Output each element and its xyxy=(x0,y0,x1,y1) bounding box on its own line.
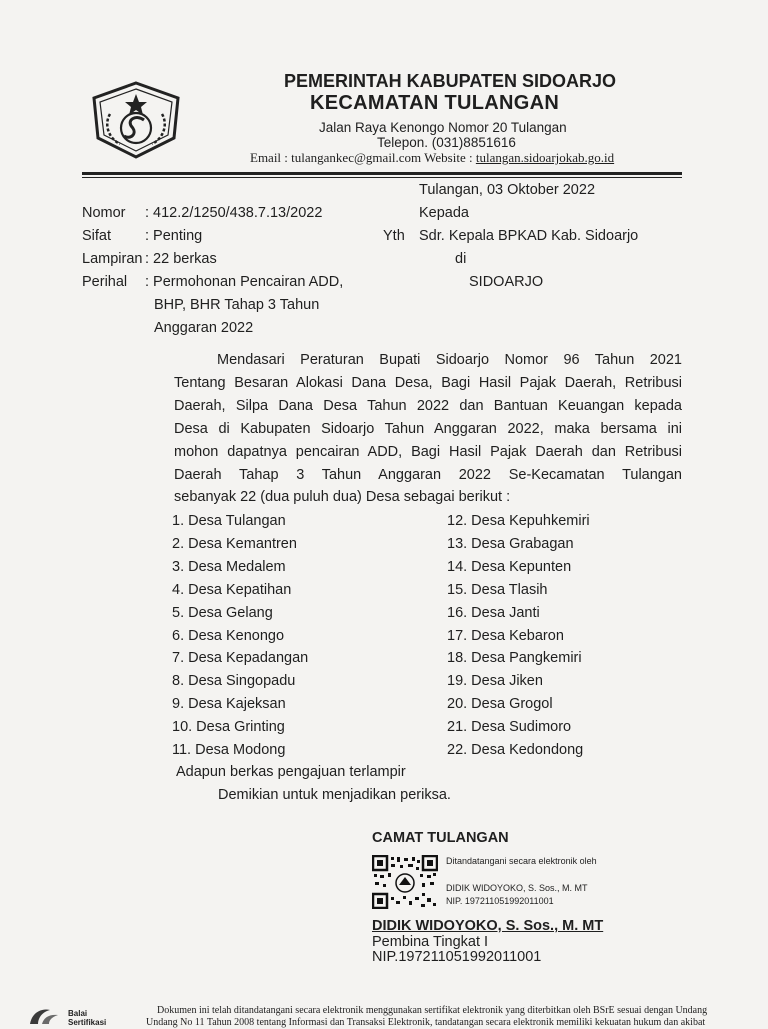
paragraph-line-3: Daerah, Silpa Dana Desa Tahun 2022 dan Bantuan Keuangan kepada xyxy=(174,397,682,414)
kop-line-1: PEMERINTAH KABUPATEN SIDOARJO xyxy=(284,71,617,91)
list-item: 15. Desa Tlasih xyxy=(447,581,548,598)
list-item: 16. Desa Janti xyxy=(447,604,540,621)
footer-line-1: Dokumen ini telah ditandatangani secara elektronik menggunakan sertifikat elektronik yang diterbitkan oleh BSrE sesuai dengan Undang xyxy=(157,1005,708,1016)
paragraph-line-6: Daerah Tahap 3 Tahun Anggaran 2022 Se-Kecamatan Tulangan xyxy=(174,466,682,483)
list-item: 18. Desa Pangkemiri xyxy=(447,650,582,667)
kop-address: Jalan Raya Kenongo Nomor 20 Tulangan xyxy=(319,120,567,135)
list-item: 13. Desa Grabagan xyxy=(447,535,574,552)
list-item: 21. Desa Sudimoro xyxy=(447,719,572,736)
footer-line-2: Undang No 11 Tahun 2008 tentang Informasi dan Transaksi Elektronik, tandatangan secara elektronik memiliki kekuatan hukum dan akibat xyxy=(146,1017,706,1028)
kop-contact xyxy=(250,150,614,166)
qr-code xyxy=(372,855,438,909)
signature-title: CAMAT TULANGAN xyxy=(372,830,509,846)
paragraph-line-7: sebanyak 22 (dua puluh dua) Desa sebagai berikut : xyxy=(174,489,511,506)
esign-nip: NIP. 197211051992011001 xyxy=(446,896,554,906)
field-value-perihal: : Permohonan Pencairan ADD, xyxy=(145,274,344,290)
field-value-nomor: : 412.2/1250/438.7.13/2022 xyxy=(145,205,323,221)
list-item: 2. Desa Kemantren xyxy=(172,535,297,552)
perihal-continuation-2: Anggaran 2022 xyxy=(154,320,254,336)
bsre-logo-icon xyxy=(28,1006,62,1024)
field-value-lampiran: : 22 berkas xyxy=(145,251,217,267)
field-label-nomor: Nomor xyxy=(82,205,126,221)
qr-code-icon xyxy=(372,855,438,909)
field-label-perihal: Perihal xyxy=(82,274,128,290)
letter-date: Tulangan, 03 Oktober 2022 xyxy=(419,182,596,198)
paragraph-line-5: mohon dapatnya pencairan ADD, Bagi Hasil Pajak Daerah dan Retribusi xyxy=(174,443,682,460)
kop-phone: Telepon. (031)8851616 xyxy=(377,135,516,150)
list-item: 12. Desa Kepuhkemiri xyxy=(447,513,590,529)
di-label: di xyxy=(455,251,467,267)
list-item: 3. Desa Medalem xyxy=(172,558,286,575)
list-item: 17. Desa Kebaron xyxy=(447,627,564,644)
list-item: 8. Desa Singopadu xyxy=(172,673,296,690)
field-label-lampiran: Lampiran xyxy=(82,251,143,267)
desa-list-left xyxy=(172,510,308,762)
list-item: 5. Desa Gelang xyxy=(172,604,273,621)
kop-website-link[interactable]: tulangan.sidoarjokab.go.id xyxy=(475,150,615,165)
kop-divider-thin xyxy=(82,177,682,178)
list-item: 11. Desa Modong xyxy=(172,742,286,759)
bsre-logo-text: Balai Sertifikasi xyxy=(68,1009,107,1027)
recipient-city: SIDOARJO xyxy=(469,274,544,290)
paragraph-line-4: Desa di Kabupaten Sidoarjo Tahun Anggaran 2022, maka bersama ini xyxy=(174,420,682,437)
esign-name: DIDIK WIDOYOKO, S. Sos., M. MT xyxy=(446,883,588,893)
closing-remark: Demikian untuk menjadikan periksa. xyxy=(218,787,451,803)
yth-label: Yth xyxy=(383,228,405,244)
list-item: 9. Desa Kajeksan xyxy=(172,696,286,713)
list-item: 6. Desa Kenongo xyxy=(172,627,285,644)
body-paragraph xyxy=(174,349,682,509)
kop-line-2: KECAMATAN TULANGAN xyxy=(310,92,560,114)
regency-emblem xyxy=(86,80,186,160)
perihal-continuation-1: BHP, BHR Tahap 3 Tahun xyxy=(154,297,320,313)
field-label-sifat: Sifat xyxy=(82,228,112,244)
signatory-name: DIDIK WIDOYOKO, S. Sos., M. MT xyxy=(372,918,604,934)
list-item: 14. Desa Kepunten xyxy=(447,558,572,575)
emblem-icon xyxy=(86,80,186,160)
list-item: 19. Desa Jiken xyxy=(447,673,543,690)
paragraph-line-2: Tentang Besaran Alokasi Dana Desa, Bagi Hasil Pajak Daerah, Retribusi xyxy=(174,374,682,391)
paragraph-line-1: Mendasari Peraturan Bupati Sidoarjo Nomor 96 Tahun 2021 xyxy=(217,352,682,368)
list-item: 7. Desa Kepadangan xyxy=(172,650,309,667)
bsre-logo xyxy=(28,1006,62,1024)
list-item: 22. Desa Kedondong xyxy=(447,742,584,759)
signatory-nip: NIP.197211051992011001 xyxy=(372,949,542,965)
list-item: 4. Desa Kepatihan xyxy=(172,581,292,598)
list-item: 20. Desa Grogol xyxy=(447,696,553,713)
kop-email: Email : tulangankec@gmail.com Website : xyxy=(250,150,476,165)
kepada-label: Kepada xyxy=(419,205,469,221)
esign-note: Ditandatangani secara elektronik oleh xyxy=(446,856,597,866)
field-value-sifat: : Penting xyxy=(145,228,203,244)
closing-attachment: Adapun berkas pengajuan terlampir xyxy=(176,764,406,780)
recipient: Sdr. Kepala BPKAD Kab. Sidoarjo xyxy=(419,228,639,244)
desa-list-right xyxy=(447,510,590,762)
list-item: 1. Desa Tulangan xyxy=(172,513,286,529)
kop-divider-thick xyxy=(82,172,682,175)
list-item: 10. Desa Grinting xyxy=(172,719,285,736)
signatory-rank: Pembina Tingkat I xyxy=(372,934,489,950)
